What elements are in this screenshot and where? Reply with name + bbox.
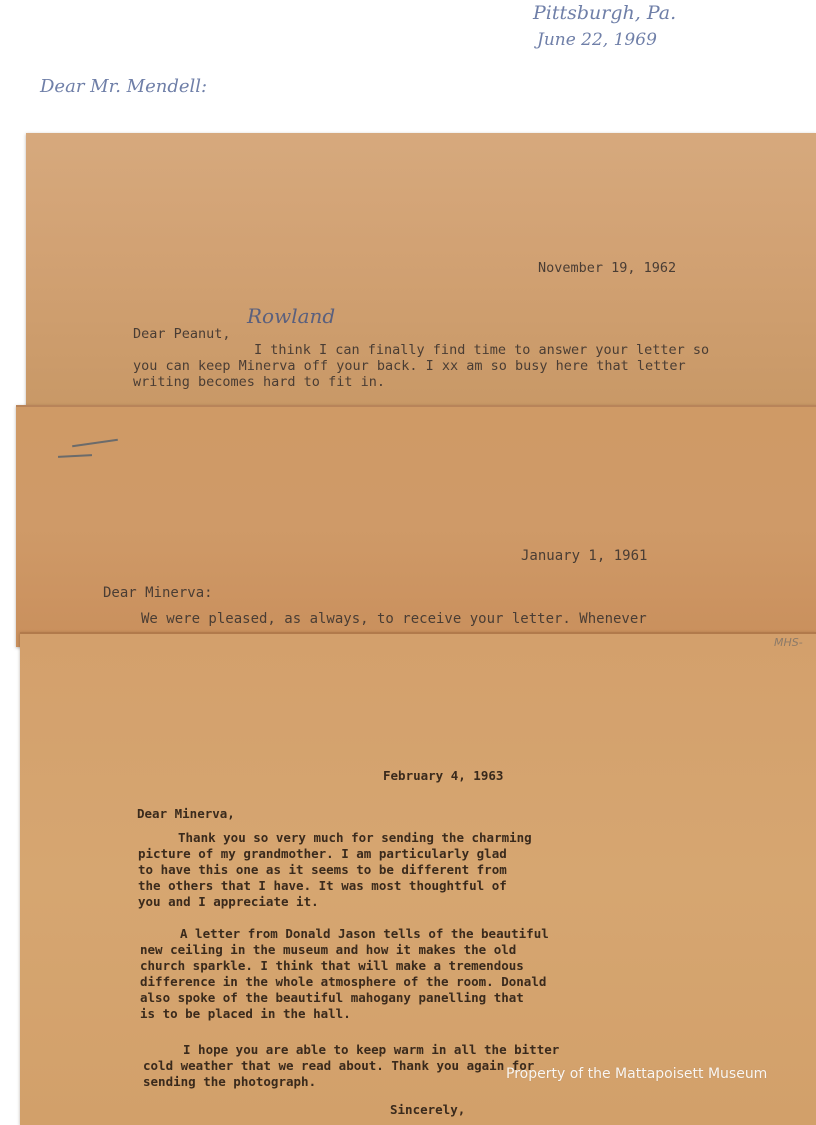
letter-1962-body-line-2: you can keep Minerva off your back. I xx am so busy here that letter xyxy=(133,358,686,374)
letter-1963-date: February 4, 1963 xyxy=(383,768,504,783)
letter-1963-closing: Sincerely, xyxy=(390,1102,466,1117)
letter-1961-date: January 1, 1961 xyxy=(521,548,648,564)
letter-1962-handwritten-name: Rowland xyxy=(247,304,336,328)
letter-1962-salutation: Dear Peanut, xyxy=(133,326,231,342)
handwritten-place: Pittsburgh, Pa. xyxy=(533,2,677,24)
letter-1962-date: November 19, 1962 xyxy=(538,260,677,276)
letter-1962-body-line-3: writing becomes hard to fit in. xyxy=(133,374,385,390)
handwritten-date: June 22, 1969 xyxy=(537,30,657,50)
handwritten-salutation: Dear Mr. Mendell: xyxy=(40,76,208,97)
letter-1963-paragraph-2: A letter from Donald Jason tells of the beautiful new ceiling in the museum and how it makes the old church sparkle. I think that will make a tremendous difference in the whole atmosphere of the room. Donald also spoke of the beautiful mahogany panelling that is to be placed in the hall. xyxy=(140,926,549,1021)
letter-1961-first-line: We were pleased, as always, to receive your letter. Whenever xyxy=(141,611,647,627)
letter-1961-salutation: Dear Minerva: xyxy=(103,585,213,601)
museum-watermark: Property of the Mattapoisett Museum xyxy=(506,1066,768,1082)
letter-1962-body-line-1: I think I can finally find time to answer your letter so xyxy=(254,342,710,358)
letter-1963-salutation: Dear Minerva, xyxy=(137,806,235,821)
letter-1963-margin-note: MHS- xyxy=(774,636,803,649)
letter-1963-paragraph-3: I hope you are able to keep warm in all the bitter cold weather that we read about. Thank you again for sending the photograph. xyxy=(143,1042,560,1089)
letter-1963-paragraph-1: Thank you so very much for sending the charming picture of my grandmother. I am particularly glad to have this one as it seems to be different from the others that I have. It was most thoughtful of you and I appreciate it. xyxy=(138,830,532,909)
